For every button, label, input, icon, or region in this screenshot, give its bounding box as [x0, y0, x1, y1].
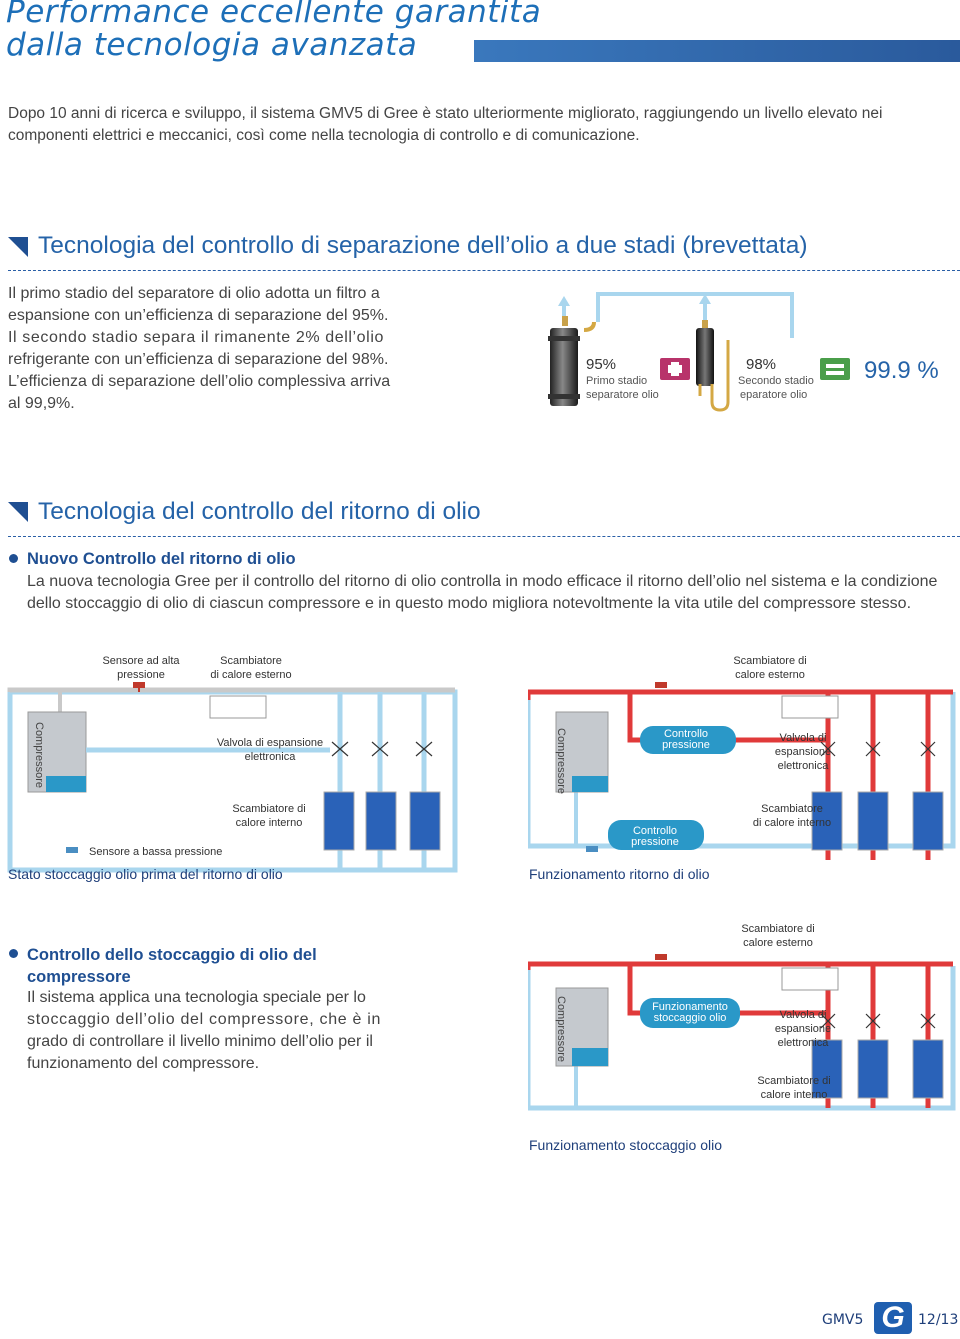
- label: Controllo: [632, 825, 678, 837]
- low-pressure-sensor: [586, 846, 598, 852]
- compressor-label: Compressore: [33, 722, 45, 789]
- label: espansione: [774, 1023, 832, 1035]
- pressure-sensor: [655, 682, 667, 688]
- sub2-line: funzionamento del compressore.: [27, 1055, 260, 1072]
- section2-heading: Tecnologia del controllo del ritorno di olio: [38, 498, 481, 525]
- title-decor-bar: [474, 40, 960, 62]
- label: stoccaggio olio: [653, 1012, 727, 1024]
- label: pressione: [117, 669, 165, 681]
- caption-left: Stato stoccaggio olio prima del ritorno di olio: [8, 866, 283, 882]
- sub2-line: stoccaggio dell’olio del compressore, che è in: [27, 1011, 382, 1028]
- section-marker-icon: [8, 237, 28, 257]
- sub2-heading-line: compressore: [27, 968, 131, 986]
- sub2-heading-line: Controllo dello stoccaggio di olio del: [27, 946, 317, 964]
- oil-return-operation-diagram: [528, 650, 960, 860]
- high-pressure-sensor: [133, 682, 145, 688]
- label: calore interno: [760, 1089, 828, 1101]
- section1-line: Il primo stadio del separatore di olio adotta un filtro a: [8, 285, 380, 302]
- outdoor-heat-exchanger: [782, 696, 838, 718]
- label: pressione: [662, 739, 710, 751]
- footer-brand: GMV5: [822, 1312, 864, 1328]
- outdoor-heat-exchanger: [782, 968, 838, 990]
- total-efficiency: 99.9 %: [864, 357, 939, 384]
- secondary-separator: [696, 320, 728, 410]
- stage1-label: separatore olio: [586, 389, 659, 401]
- label: Scambiatore di: [757, 1075, 831, 1087]
- stage1-pct: 95%: [586, 356, 617, 373]
- label: calore esterno: [735, 669, 805, 681]
- compressor-label: Compressore: [555, 728, 567, 795]
- label: Funzionamento: [652, 1001, 728, 1013]
- expansion-valve-icon: [821, 1014, 935, 1028]
- oil-storage-operation-diagram: [528, 918, 960, 1118]
- label: Scambiatore di: [733, 655, 807, 667]
- label: espansione: [774, 746, 832, 758]
- label: calore interno: [235, 817, 303, 829]
- indoor-units: [324, 792, 440, 850]
- label: Sensore ad alta: [102, 655, 180, 667]
- bullet-icon: [9, 554, 18, 563]
- sub2-text: [27, 987, 467, 1075]
- equals-icon: [820, 358, 850, 380]
- sub2-heading: [27, 944, 317, 988]
- intro-paragraph: Dopo 10 anni di ricerca e sviluppo, il sistema GMV5 di Gree è stato ulteriormente migliorato, raggiungendo un livello elevato nei componenti elettrici e meccanici, così come nella tecnologia di controllo e di comunicazione.: [8, 105, 883, 144]
- indoor-units: [812, 792, 943, 850]
- plus-icon: [660, 358, 690, 380]
- outdoor-heat-exchanger: [210, 696, 266, 718]
- section1-text: [8, 283, 448, 415]
- compressor-label: Compressore: [555, 996, 567, 1063]
- label: Valvola di espansione: [216, 737, 324, 749]
- label: Valvola di: [779, 1009, 827, 1021]
- caption-bottom: Funzionamento stoccaggio olio: [529, 1137, 723, 1153]
- stage2-label: Secondo stadio: [738, 375, 814, 387]
- bullet-icon: [9, 949, 18, 958]
- label: pressione: [631, 836, 679, 848]
- section1-divider: [8, 270, 960, 271]
- indoor-units: [812, 1040, 943, 1098]
- label: elettronica: [777, 1037, 829, 1049]
- section1-heading: Tecnologia del controllo di separazione dell’olio a due stadi (brevettata): [38, 232, 808, 259]
- label: Scambiatore: [761, 803, 823, 815]
- label: Scambiatore di: [741, 923, 815, 935]
- sub1-heading: Nuovo Controllo del ritorno di olio: [27, 550, 296, 568]
- label: Scambiatore di: [232, 803, 306, 815]
- stage2-pct: 98%: [746, 356, 777, 373]
- label: Controllo: [663, 728, 709, 740]
- section1-line: L’efficienza di separazione dell’olio complessiva arriva: [8, 373, 391, 390]
- stage1-label: Primo stadio: [586, 375, 648, 387]
- section1-line: espansione con un’efficienza di separazione del 95%.: [8, 307, 389, 324]
- pipes: [564, 294, 792, 338]
- expansion-valve-icon: [821, 742, 935, 756]
- label: calore esterno: [743, 937, 813, 949]
- low-pressure-sensor: [66, 847, 78, 853]
- page-number: 12/13: [918, 1312, 959, 1328]
- oil-separator-diagram: [520, 280, 960, 420]
- label: di calore interno: [752, 817, 832, 829]
- title-line-2: dalla tecnologia avanzata: [6, 27, 418, 63]
- sub2-line: grado di controllare il livello minimo dell’olio per il: [27, 1033, 373, 1050]
- section2-divider: [8, 536, 960, 537]
- sub2-line: Il sistema applica una tecnologia speciale per lo: [27, 989, 366, 1006]
- label: Scambiatore: [220, 655, 282, 667]
- label: Sensore a bassa pressione: [89, 846, 223, 858]
- logo-letter: G: [881, 1301, 905, 1334]
- title-line-1: Performance eccellente garantita: [6, 0, 542, 30]
- arrow-up-icon: [558, 296, 570, 306]
- label: Valvola di: [779, 732, 827, 744]
- pressure-sensor: [655, 954, 667, 960]
- stage2-label: eparatore olio: [740, 389, 808, 401]
- section1-line: al 99,9%.: [8, 395, 75, 412]
- label: elettronica: [777, 760, 829, 772]
- label: elettronica: [244, 751, 296, 763]
- caption-right: Funzionamento ritorno di olio: [529, 866, 710, 882]
- oil-storage-before-return-diagram: [0, 650, 480, 890]
- section1-line: Il secondo stadio separa il rimanente 2% dell’olio: [8, 329, 384, 346]
- gree-logo: [874, 1302, 912, 1334]
- section1-line: refrigerante con un’efficienza di separazione del 98%.: [8, 351, 389, 368]
- page-title: [6, 0, 541, 62]
- label: di calore esterno: [210, 669, 292, 681]
- section-marker-icon: [8, 502, 28, 522]
- sub1-text: La nuova tecnologia Gree per il controllo del ritorno di olio controlla in modo efficace il ritorno dell’olio nel sistema e la condizione dello stoccaggio di olio di ciascun compressore e in questo modo migliora notevoltmente la vita utile del compressore stesso.: [27, 573, 938, 612]
